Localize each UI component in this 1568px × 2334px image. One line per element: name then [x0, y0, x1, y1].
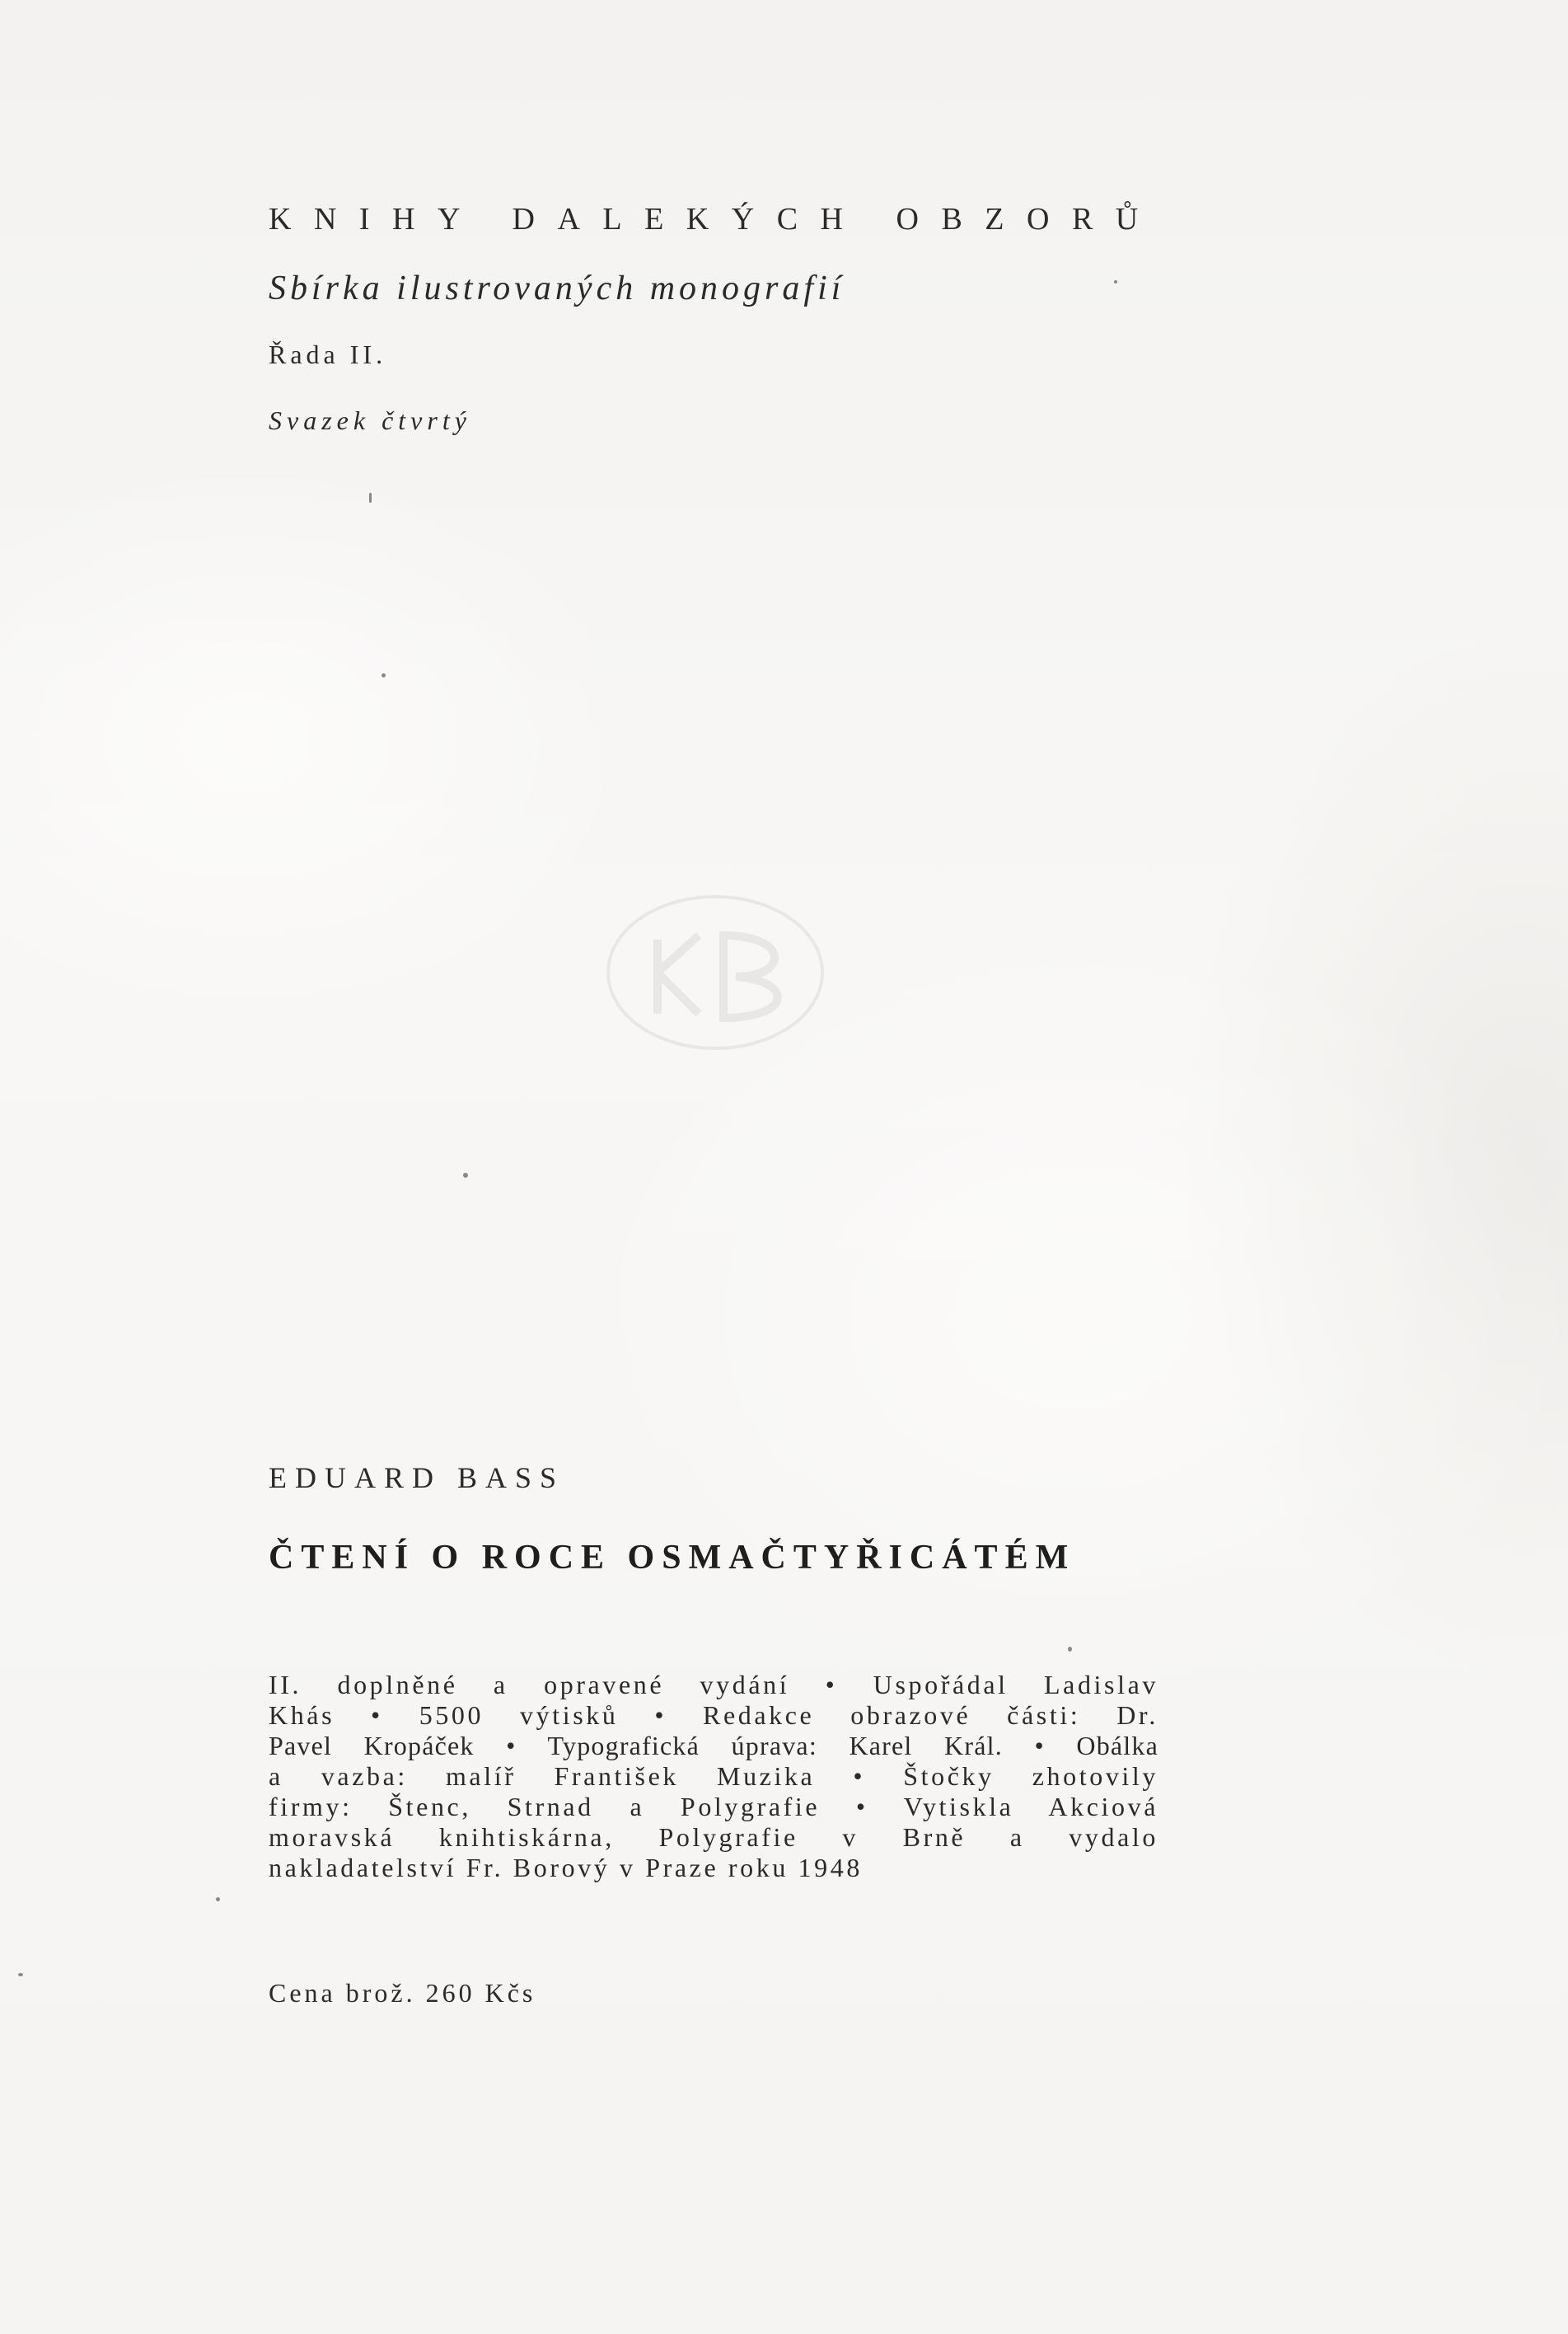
- series-rada: Řada II.: [269, 340, 387, 369]
- paper-speck: [18, 1973, 23, 1976]
- imprint-line: nakladatelství Fr. Borový v Praze roku 1948: [269, 1853, 863, 1882]
- price: Cena brož. 260 Kčs: [269, 1978, 536, 2008]
- imprint-line: firmy: Štenc, Strnad a Polygrafie • Vytiskla Akciová: [269, 1792, 1158, 1821]
- paper-speck: [1068, 1647, 1072, 1652]
- paper-speck: [1114, 280, 1117, 284]
- imprint-line: II. doplněné a opravené vydání • Uspořádal Ladislav: [269, 1670, 1158, 1699]
- imprint-block: [269, 1670, 1158, 1883]
- paper-speck: [463, 1173, 468, 1178]
- imprint-line: a vazba: malíř František Muzika • Štočky zhotovily: [269, 1761, 1158, 1791]
- imprint-line: moravská knihtiskárna, Polygrafie v Brně a vydalo: [269, 1822, 1158, 1852]
- paper-speck: [381, 673, 386, 677]
- book-author: EDUARD BASS: [269, 1461, 565, 1494]
- series-title: KNIHY DALEKÝCH OBZORŮ: [269, 202, 1161, 237]
- book-title: ČTENÍ O ROCE OSMAČTYŘICÁTÉM: [269, 1539, 1076, 1577]
- imprint-line: Pavel Kropáček • Typografická úprava: Karel Král. • Obálka: [269, 1731, 1158, 1760]
- series-subtitle: Sbírka ilustrovaných monografií: [269, 269, 845, 307]
- publisher-monogram-stamp-icon: [600, 890, 831, 1055]
- series-volume: Svazek čtvrtý: [269, 405, 471, 435]
- imprint-line: Khás • 5500 výtisků • Redakce obrazové části: Dr.: [269, 1700, 1158, 1730]
- paper-speck: [369, 493, 372, 503]
- paper-speck: [216, 1897, 220, 1901]
